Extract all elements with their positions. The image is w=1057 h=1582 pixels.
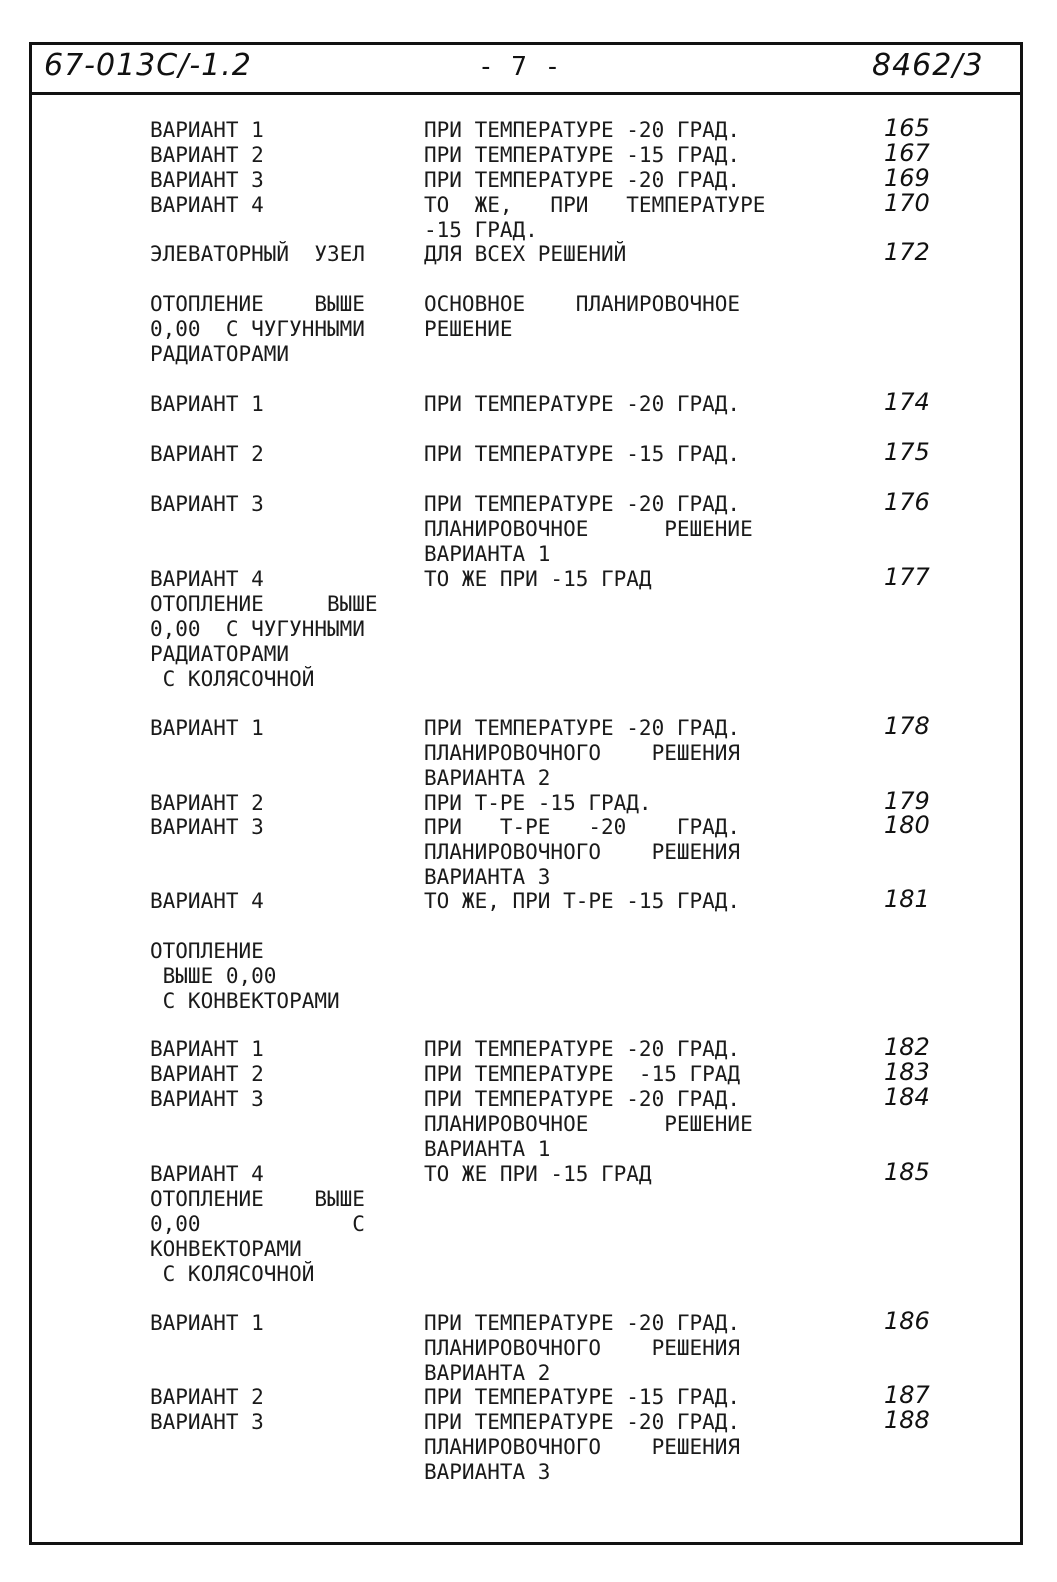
row-right-text: ПРИ Т-РЕ -20 ГРАД. ПЛАНИРОВОЧНОГО РЕШЕНИЯ ВАРИАНТА 3	[424, 815, 741, 889]
row-left-text: ВАРИАНТ 3	[150, 815, 264, 839]
row-left-text: ВАРИАНТ 2	[150, 143, 264, 167]
row-right-text: ТО ЖЕ ПРИ -15 ГРАД	[424, 1162, 652, 1186]
row-page-number: 165	[884, 114, 930, 142]
row-right-text: ОСНОВНОЕ ПЛАНИРОВОЧНОЕ РЕШЕНИЕ	[424, 292, 741, 341]
row-page-number: 176	[884, 488, 930, 516]
row-left-text: ВАРИАНТ 2	[150, 1385, 264, 1409]
row-right-text: ПРИ ТЕМПЕРАТУРЕ -15 ГРАД	[424, 1062, 741, 1086]
sheet-number: 8462/3	[872, 48, 984, 83]
row-right-text: ПРИ ТЕМПЕРАТУРЕ -15 ГРАД.	[424, 143, 741, 167]
row-right-text: ПРИ Т-РЕ -15 ГРАД.	[424, 791, 652, 815]
row-page-number: 170	[884, 189, 930, 217]
row-right-text: ТО ЖЕ ПРИ -15 ГРАД	[424, 567, 652, 591]
row-right-text: ТО ЖЕ, ПРИ Т-РЕ -15 ГРАД.	[424, 889, 741, 913]
row-right-text: ПРИ ТЕМПЕРАТУРЕ -20 ГРАД. ПЛАНИРОВОЧНОГО РЕШЕНИЯ ВАРИАНТА 3	[424, 1410, 741, 1484]
row-right-text: ПРИ ТЕМПЕРАТУРЕ -20 ГРАД.	[424, 168, 741, 192]
row-page-number: 188	[884, 1406, 930, 1434]
row-left-text: ЭЛЕВАТОРНЫЙ УЗЕЛ	[150, 242, 365, 266]
row-left-text: ВАРИАНТ 2	[150, 791, 264, 815]
row-left-text: ВАРИАНТ 1	[150, 118, 264, 142]
row-left-text: ВАРИАНТ 1	[150, 1311, 264, 1335]
page-number: - 7 -	[478, 52, 562, 82]
row-right-text: ПРИ ТЕМПЕРАТУРЕ -20 ГРАД.	[424, 392, 741, 416]
row-page-number: 187	[884, 1381, 930, 1409]
row-page-number: 179	[884, 787, 930, 815]
row-right-text: ПРИ ТЕМПЕРАТУРЕ -20 ГРАД. ПЛАНИРОВОЧНОЕ РЕШЕНИЕ ВАРИАНТА 1	[424, 492, 753, 566]
row-page-number: 181	[884, 885, 930, 913]
row-right-text: ПРИ ТЕМПЕРАТУРЕ -20 ГРАД. ПЛАНИРОВОЧНОЕ РЕШЕНИЕ ВАРИАНТА 1	[424, 1087, 753, 1161]
row-page-number: 186	[884, 1307, 930, 1335]
row-left-text: ВАРИАНТ 4 ОТОПЛЕНИЕ ВЫШЕ 0,00 С ЧУГУННЫМИ РАДИАТОРАМИ С КОЛЯСОЧНОЙ	[150, 567, 378, 691]
row-left-text: ВАРИАНТ 3	[150, 1410, 264, 1434]
row-left-text: ВАРИАНТ 1	[150, 716, 264, 740]
row-page-number: 180	[884, 811, 930, 839]
row-left-text: ВАРИАНТ 4	[150, 193, 264, 217]
row-left-text: ВАРИАНТ 3	[150, 168, 264, 192]
row-left-text: ОТОПЛЕНИЕ ВЫШЕ 0,00 С КОНВЕКТОРАМИ	[150, 939, 340, 1013]
row-page-number: 182	[884, 1033, 930, 1061]
row-right-text: ПРИ ТЕМПЕРАТУРЕ -15 ГРАД.	[424, 442, 741, 466]
row-right-text: ПРИ ТЕМПЕРАТУРЕ -20 ГРАД.	[424, 118, 741, 142]
row-left-text: ВАРИАНТ 4	[150, 889, 264, 913]
row-page-number: 185	[884, 1158, 930, 1186]
row-right-text: ПРИ ТЕМПЕРАТУРЕ -20 ГРАД. ПЛАНИРОВОЧНОГО РЕШЕНИЯ ВАРИАНТА 2	[424, 1311, 741, 1385]
row-right-text: ДЛЯ ВСЕХ РЕШЕНИЙ	[424, 242, 627, 266]
row-right-text: ТО ЖЕ, ПРИ ТЕМПЕРАТУРЕ -15 ГРАД.	[424, 193, 766, 242]
row-page-number: 169	[884, 164, 930, 192]
row-right-text: ПРИ ТЕМПЕРАТУРЕ -20 ГРАД. ПЛАНИРОВОЧНОГО РЕШЕНИЯ ВАРИАНТА 2	[424, 716, 741, 790]
row-page-number: 177	[884, 563, 930, 591]
row-left-text: ВАРИАНТ 3	[150, 1087, 264, 1111]
row-left-text: ВАРИАНТ 4 ОТОПЛЕНИЕ ВЫШЕ 0,00 С КОНВЕКТОРАМИ С КОЛЯСОЧНОЙ	[150, 1162, 365, 1286]
row-left-text: ВАРИАНТ 2	[150, 1062, 264, 1086]
row-page-number: 178	[884, 712, 930, 740]
row-right-text: ПРИ ТЕМПЕРАТУРЕ -15 ГРАД.	[424, 1385, 741, 1409]
row-left-text: ВАРИАНТ 1	[150, 1037, 264, 1061]
row-page-number: 184	[884, 1083, 930, 1111]
row-left-text: ОТОПЛЕНИЕ ВЫШЕ 0,00 С ЧУГУННЫМИ РАДИАТОРАМИ	[150, 292, 365, 366]
row-page-number: 167	[884, 139, 930, 167]
header-divider	[29, 92, 1023, 95]
row-left-text: ВАРИАНТ 2	[150, 442, 264, 466]
row-page-number: 174	[884, 388, 930, 416]
row-left-text: ВАРИАНТ 1	[150, 392, 264, 416]
row-left-text: ВАРИАНТ 3	[150, 492, 264, 516]
document-code: 67-013С/-1.2	[44, 48, 252, 83]
row-right-text: ПРИ ТЕМПЕРАТУРЕ -20 ГРАД.	[424, 1037, 741, 1061]
row-page-number: 175	[884, 438, 930, 466]
row-page-number: 183	[884, 1058, 930, 1086]
row-page-number: 172	[884, 238, 930, 266]
